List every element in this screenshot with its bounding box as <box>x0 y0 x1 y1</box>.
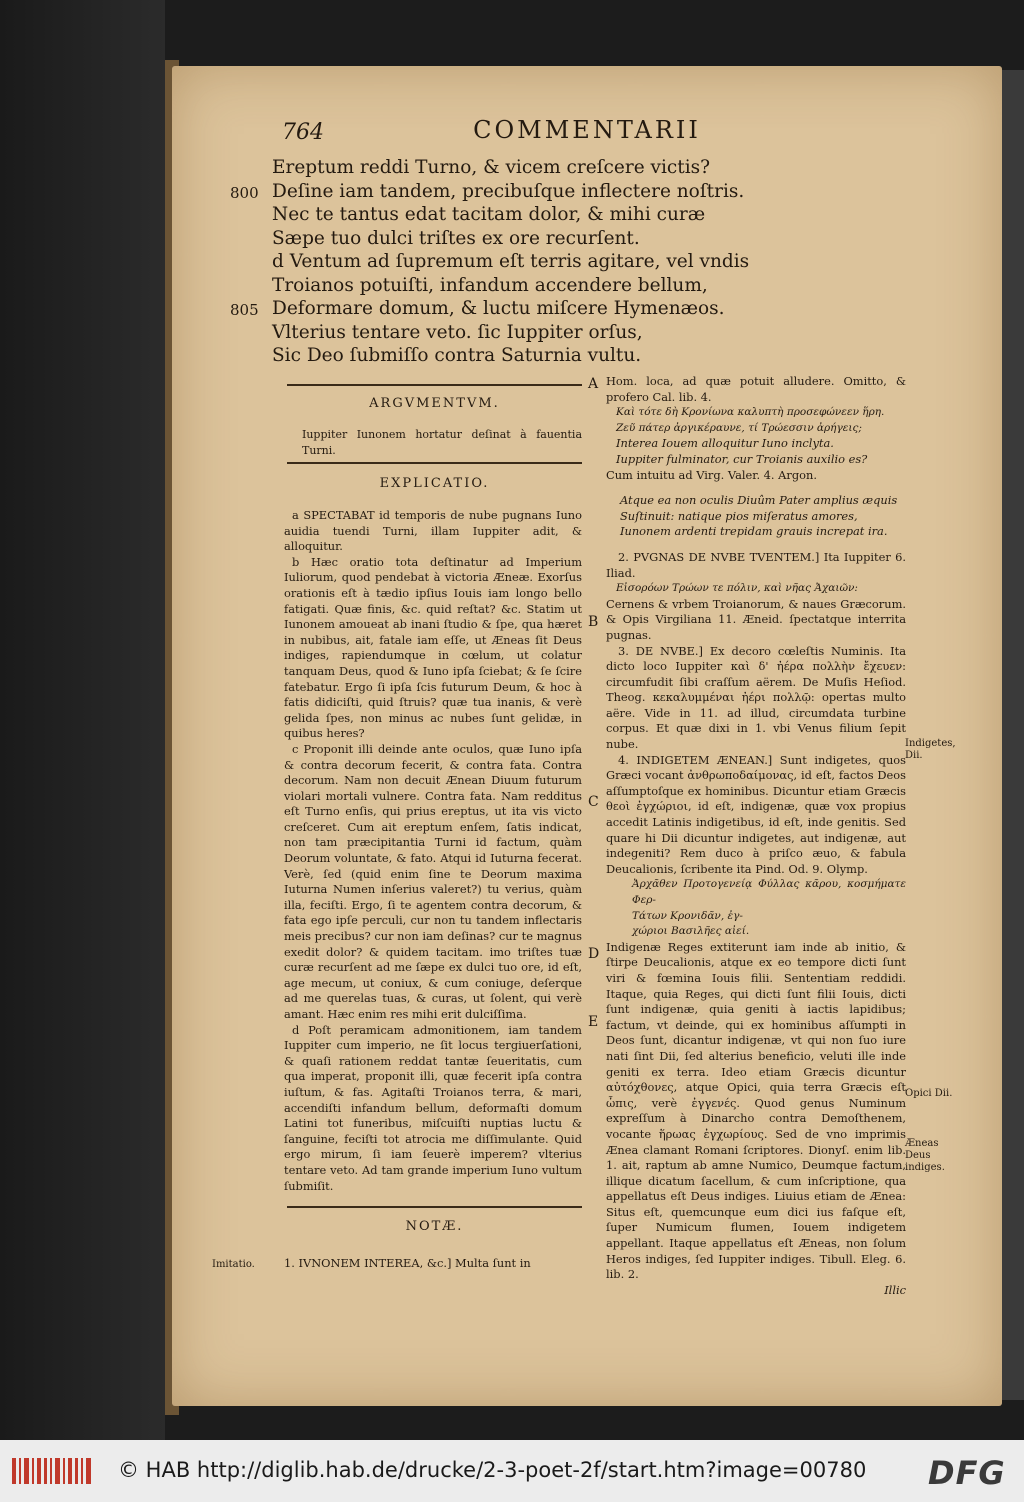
side-note-indigetes: Indigetes, Dii. <box>905 738 956 761</box>
poem-line <box>230 297 749 321</box>
poem-line <box>272 250 749 274</box>
imitatio-label: Imitatio. <box>212 1259 255 1270</box>
line-number: 800 <box>230 183 259 202</box>
note-2: 2. PVGNAS DE NVBE TVENTEM.] Ita Iuppiter 6. Iliad. <box>606 549 906 580</box>
rule <box>287 462 582 464</box>
poem-line-text: Sic Deo ſubmiſſo contra Saturnia vultu. <box>272 345 642 366</box>
greek-verse: Ζεῦ πάτερ ἀργικέραυνε, τί Τρώεσσιν ἀρήγεις; <box>616 421 862 434</box>
note-3: 3. DE NVBE.] Ex decoro cœleſtis Numinis. Ita dicto loco Iuppiter καὶ δ' ἠέρα πολλὴν ἔχευεν: circumfudit ſibi craſſum aërem. De Muſis Heſiod. Theog. κεκαλυμμέναι ἠέρι πολλῷ: opertas multo aëre. Vide in 11. ad illud, circumdata turbine corpus. Et quæ dixi in 1. vbi Venus filium ſepit nube. <box>606 643 906 752</box>
greek-verse: Εἰσορόων Τρώων τε πόλιν, καὶ νῆας Ἀχαιῶν: <box>616 582 858 595</box>
latin-verse: Suſtinuit: natique pios miſeratus amores, <box>620 508 858 523</box>
latin-verse: Interea Iouem alloquitur Iuno inclyta. <box>616 436 834 451</box>
right-text: Cum intuitu ad Virg. Valer. 4. Argon. <box>606 467 817 482</box>
explicatio-heading: EXPLICATIO. <box>379 476 490 491</box>
margin-letter: B <box>588 614 599 630</box>
explicatio-paragraph: a SPECTABAT id temporis de nube pugnans Iuno auidia tuendi Turni, illam Iuppiter adit, & alloquitur. <box>284 508 582 554</box>
catchword: Illic <box>884 1282 906 1297</box>
poem-line <box>272 344 749 368</box>
notae-heading: NOTÆ. <box>405 1219 464 1234</box>
poem-line-text: d Ventum ad ſupremum eſt terris agitare, vel vndis <box>272 251 750 272</box>
side-note-aeneas: Æneas Deus indiges. <box>905 1138 945 1173</box>
spacer <box>606 540 906 550</box>
poem-line <box>272 321 749 345</box>
page-title: COMMENTARII <box>473 116 701 144</box>
latin-verse: Iunonem ardenti trepidam grauis increpat ira. <box>620 524 888 539</box>
latin-verse: Iuppiter fulminator, cur Troianis auxilio es? <box>616 451 868 466</box>
poem-line <box>272 156 749 180</box>
footer-bar <box>0 1440 1024 1502</box>
poem-line-text: Troianos potuiſti, infandum accendere bellum, <box>272 274 708 296</box>
note-2b: Cernens & vrbem Troianorum, & naues Græcorum. & Opis Virgiliana 11. Æneid. ſpectatque interrita pugnas. <box>606 596 906 642</box>
book-page <box>172 66 1002 1406</box>
poem-line-text: Sæpe tuo dulci triſtes ex ore recurſent. <box>272 227 640 249</box>
greek-verse: Τάτων Κρονιδᾶν, ἐγ- <box>632 909 743 922</box>
poem-line-text: Vlterius tentare veto. ſic Iuppiter orſus, <box>272 321 643 343</box>
margin-letter: A <box>588 376 599 392</box>
explicatio-paragraph: d Poſt peramicam admonitionem, iam tandem Iuppiter cum imperio, ne ſit locus tergiuerſationi, & quaſi rationem reddat tantæ ſeueritatis, cum qua imperat, proponit illi, quæ fecerit ipſa contra iuſtum, & fas. Agitaſti Troianos terra, & mari, accendiſti infandum bellum, deformaſti domum Latini tot funeribus, miſcuiſti nuptias luctu & ſanguine, feciſti tot atrocia me diſſimulante. Quid ergo mirum, ſi iam ſeuerè imperem? vlterius tentare veto. Ad tam grande imperium Iuno vultum ſubmiſit. <box>284 1022 582 1193</box>
right-text: Hom. loca, ad quæ potuit alludere. Omitto, & profero Cal. lib. 4. <box>606 374 906 404</box>
poem-line-text: Deformare domum, & luctu miſcere Hymenæos. <box>272 298 725 319</box>
copyright-url[interactable]: © HAB http://diglib.hab.de/drucke/2-3-poet-2f/start.htm?image=00780 <box>118 1458 867 1482</box>
note-4: 4. INDIGETEM ÆNEAN.] Sunt indigetes, quos Græci vocant ἀνθρωποδαίμονας, id eſt, factos Deos aſſumptoſque ex hominibus. Dicuntur etiam Græcis θεοὶ ἐγχώριοι, id eſt, indigenæ, quæ vox propius accedit Latinis indigetibus, id eſt, inde genitis. Sed quare hi Dii dicuntur indigetes, aut indigenæ, aut indegeniti? Rem duco à priſco æuo, & fabula Deucalionis, ſcribente ita Pind. Od. 9. Olymp. <box>606 752 906 876</box>
margin-letter: C <box>588 794 599 810</box>
explicatio-paragraph: b Hæc oratio tota deſtinatur ad Imperium Iuliorum, quod pendebat à victoria Æneæ. Exorſus orationis eſt à tædio ipſius Iouis iam longo bello fatigati. Quæ finis, &c. quid reſtat? &c. Statim ut Iunonem amoueat ab inani ſtudio & ſpe, qua hæret in nubibus, ait, fatale iam eſſe, ut Æneas ſit Deus indiges, rapiendumque in cœlum, ut colatur tanquam Deus, quod & Iuno ipſa ſciebat; & ſe ſcire fatebatur. Ergo ſi ipſa ſcis futurum Deum, & hoc à fatis didiciſti, quid ſtruis? quæ tua inanis, & verè gelida ſpes, non minus ac nubes ſunt gelidæ, in quibus heres? <box>284 554 582 741</box>
rule <box>287 1206 582 1208</box>
poem-line-text: Nec te tantus edat tacitam dolor, & mihi curæ <box>272 204 706 225</box>
explicatio-paragraph: c Proponit illi deinde ante oculos, quæ Iuno ipſa & contra decorum fecerit, & contra fata. Contra decorum. Nam non decuit Ænean Diuum futurum violari mortali vulnere. Contra fata. Nam redditus eſt Turno enſis, qui prius ereptus, ut ita vis victo creſceret. Cum ait ereptum enſem, ſatis indicat, non tam præcipitantia Turni id factum, quàm Deorum voluntate, & fato. Atqui id Iuturna fecerat. Verè, ſed (quid enim ſine te Deorum maxima Iuturna Numen inſerius valeret?) tu verius, quàm illa, feciſti. Ergo, ſi te agentem contra decorum, & fata ego ipſe perculi, cur non tu tandem inflectaris meis precibus? cur non iam deſinas? cur te magnus exedit dolor? & quidem tacitam. imo triſtes tuæ curæ recurſent ad me ſæpe ex dulci tuo ore, id eſt, age mecum, ut coniux, & cum coniuge, deſerque ad me querelas tuas, & curas, ut ſolent, qui verè amant. Hæc enim res mihi erit dulciſſima. <box>284 741 582 1021</box>
explicatio-text <box>284 508 582 1194</box>
dfg-logo: DFG <box>928 1454 1006 1492</box>
greek-verse: Ἀρχᾶθεν Προτογενείᾳ Φύλλας κᾶρου, κοσμήματε Φερ- <box>632 878 906 906</box>
poem-line <box>272 203 749 227</box>
hab-barcode-logo-icon <box>10 1456 96 1486</box>
note-line: 1. IVNONEM INTEREA, &c.] Multa ſunt in <box>284 1256 531 1270</box>
latin-verse: Atque ea non oculis Diuûm Pater amplius æquis <box>620 493 898 508</box>
line-number: 805 <box>230 301 259 319</box>
spacer <box>606 483 906 493</box>
poem-line-text: Deſine iam tandem, precibuſque inflectere noſtris. <box>272 180 745 202</box>
side-note-opici: Opici Dii. <box>905 1088 953 1099</box>
poem-line-text: Ereptum reddi Turno, & vicem creſcere victis? <box>272 157 711 178</box>
page-number: 764 <box>282 120 324 145</box>
greek-verse: Καὶ τότε δὴ Κρονίωνα καλυπτὴ προσεφώνεεν ἥρη. <box>616 406 885 419</box>
poem-line <box>272 274 749 298</box>
left-dark-area <box>0 0 165 1440</box>
poem-block <box>230 156 750 368</box>
argumentum-text: Iuppiter Iunonem hortatur deſinat à fauentia Turni. <box>302 428 582 457</box>
poem-line <box>272 227 749 251</box>
rule <box>287 384 582 386</box>
argumentum-heading: ARGVMENTVM. <box>369 396 500 411</box>
margin-letter: D <box>588 946 600 962</box>
right-edge <box>1000 70 1024 1400</box>
poem-line <box>230 180 749 204</box>
greek-verse: χώριοι Βασιλῆες αἰεί. <box>632 925 750 938</box>
right-column <box>606 374 906 1298</box>
note-4b: Indigenæ Reges extiterunt iam inde ab initio, & ſtirpe Deucalionis, atque ex eo tempore dicti ſunt viri & fœmina Iouis filii. Sententiam reddidi. Itaque, quia Reges, qui dicti ſunt filii Iouis, dicti ſunt indigenæ, quia geniti à iactis lapidibus; factum, vt deinde, qui ex hominibus aſſumpti in Deos ſunt, dicantur indigenæ, vt qui non ſuo iure nati ſint Dii, ſed alterius beneficio, veluti ille inde geniti ex terra. Ideo etiam Græcis dicuntur αὐτόχθονες, atque Opici, quia terra Græcis eſt ὦπις, verè ἐγγενές. Quod genus Numinum expreſſum à Dinarcho contra Demoſthenem, vocante ἥρωας ἐγχωρίους. Sed de vno imprimis Ænea clamant Romani ſcriptores. Dionyſ. enim lib. 1. ait, raptum ab amne Numico, Deumque factum, illique dicatum ſacellum, & cum inſcriptione, qua appellatus eſt Deus indiges. Liuius etiam de Ænea: Situs eſt, quemcunque eum dici ius faſque eſt, ſuper Numicum flumen, Iouem indigetem appellant. Itaque appellatus eſt Æneas, non ſolum Heros indiges, ſed Iuppiter indiges. Tibull. Eleg. 6. lib. 2. <box>606 939 906 1282</box>
margin-letter: E <box>588 1014 599 1030</box>
